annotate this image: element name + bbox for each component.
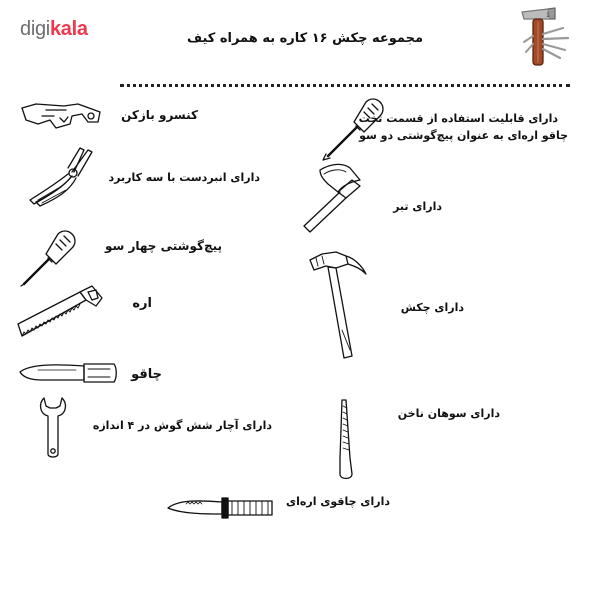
can-opener-icon: [20, 100, 102, 130]
tool-label-flat-screwdriver-line2: چاقو اره‌ای به عنوان پیچ‌گوشتی دو سو: [359, 129, 568, 142]
serrated-knife-icon: [166, 496, 274, 520]
nail-file-icon: [324, 398, 358, 482]
pliers-icon: [26, 146, 96, 208]
digikala-logo: digikala: [20, 18, 88, 40]
tool-label-pliers: دارای انبردست با سه کاربرد: [108, 171, 260, 184]
tool-label-axe: دارای تبر: [393, 200, 442, 213]
tool-label-can-opener: کنسرو بازکن: [121, 108, 198, 122]
tool-label-phillips-screwdriver: پیچ‌گوشتی چهار سو: [104, 239, 222, 253]
axe-icon: [300, 162, 372, 236]
tool-label-nail-file: دارای سوهان ناخن: [397, 407, 500, 420]
saw-icon: [14, 284, 104, 342]
tool-label-hammer: دارای چکش: [400, 301, 464, 314]
multitool-hammer-icon: [518, 6, 574, 72]
screwdriver-phillips-icon: [18, 228, 78, 288]
tool-label-wrench: دارای آچار شش گوش در ۴ اندازه: [92, 419, 272, 432]
wrench-icon: [38, 396, 68, 460]
tool-label-flat-screwdriver-line1: دارای قابلیت استفاده از قسمت تخت: [358, 112, 558, 125]
tool-label-saw: اره: [132, 296, 152, 311]
hammer-icon: [306, 250, 370, 362]
svg-text:1: 1: [546, 12, 550, 19]
tool-label-knife: چاقو: [131, 367, 162, 382]
page-title: مجموعه چکش ۱۶ کاره به همراه کیف: [186, 31, 424, 46]
tool-label-serrated-knife: دارای چاقوی اره‌ای: [286, 495, 390, 508]
knife-icon: [18, 360, 118, 386]
divider: [120, 84, 570, 87]
